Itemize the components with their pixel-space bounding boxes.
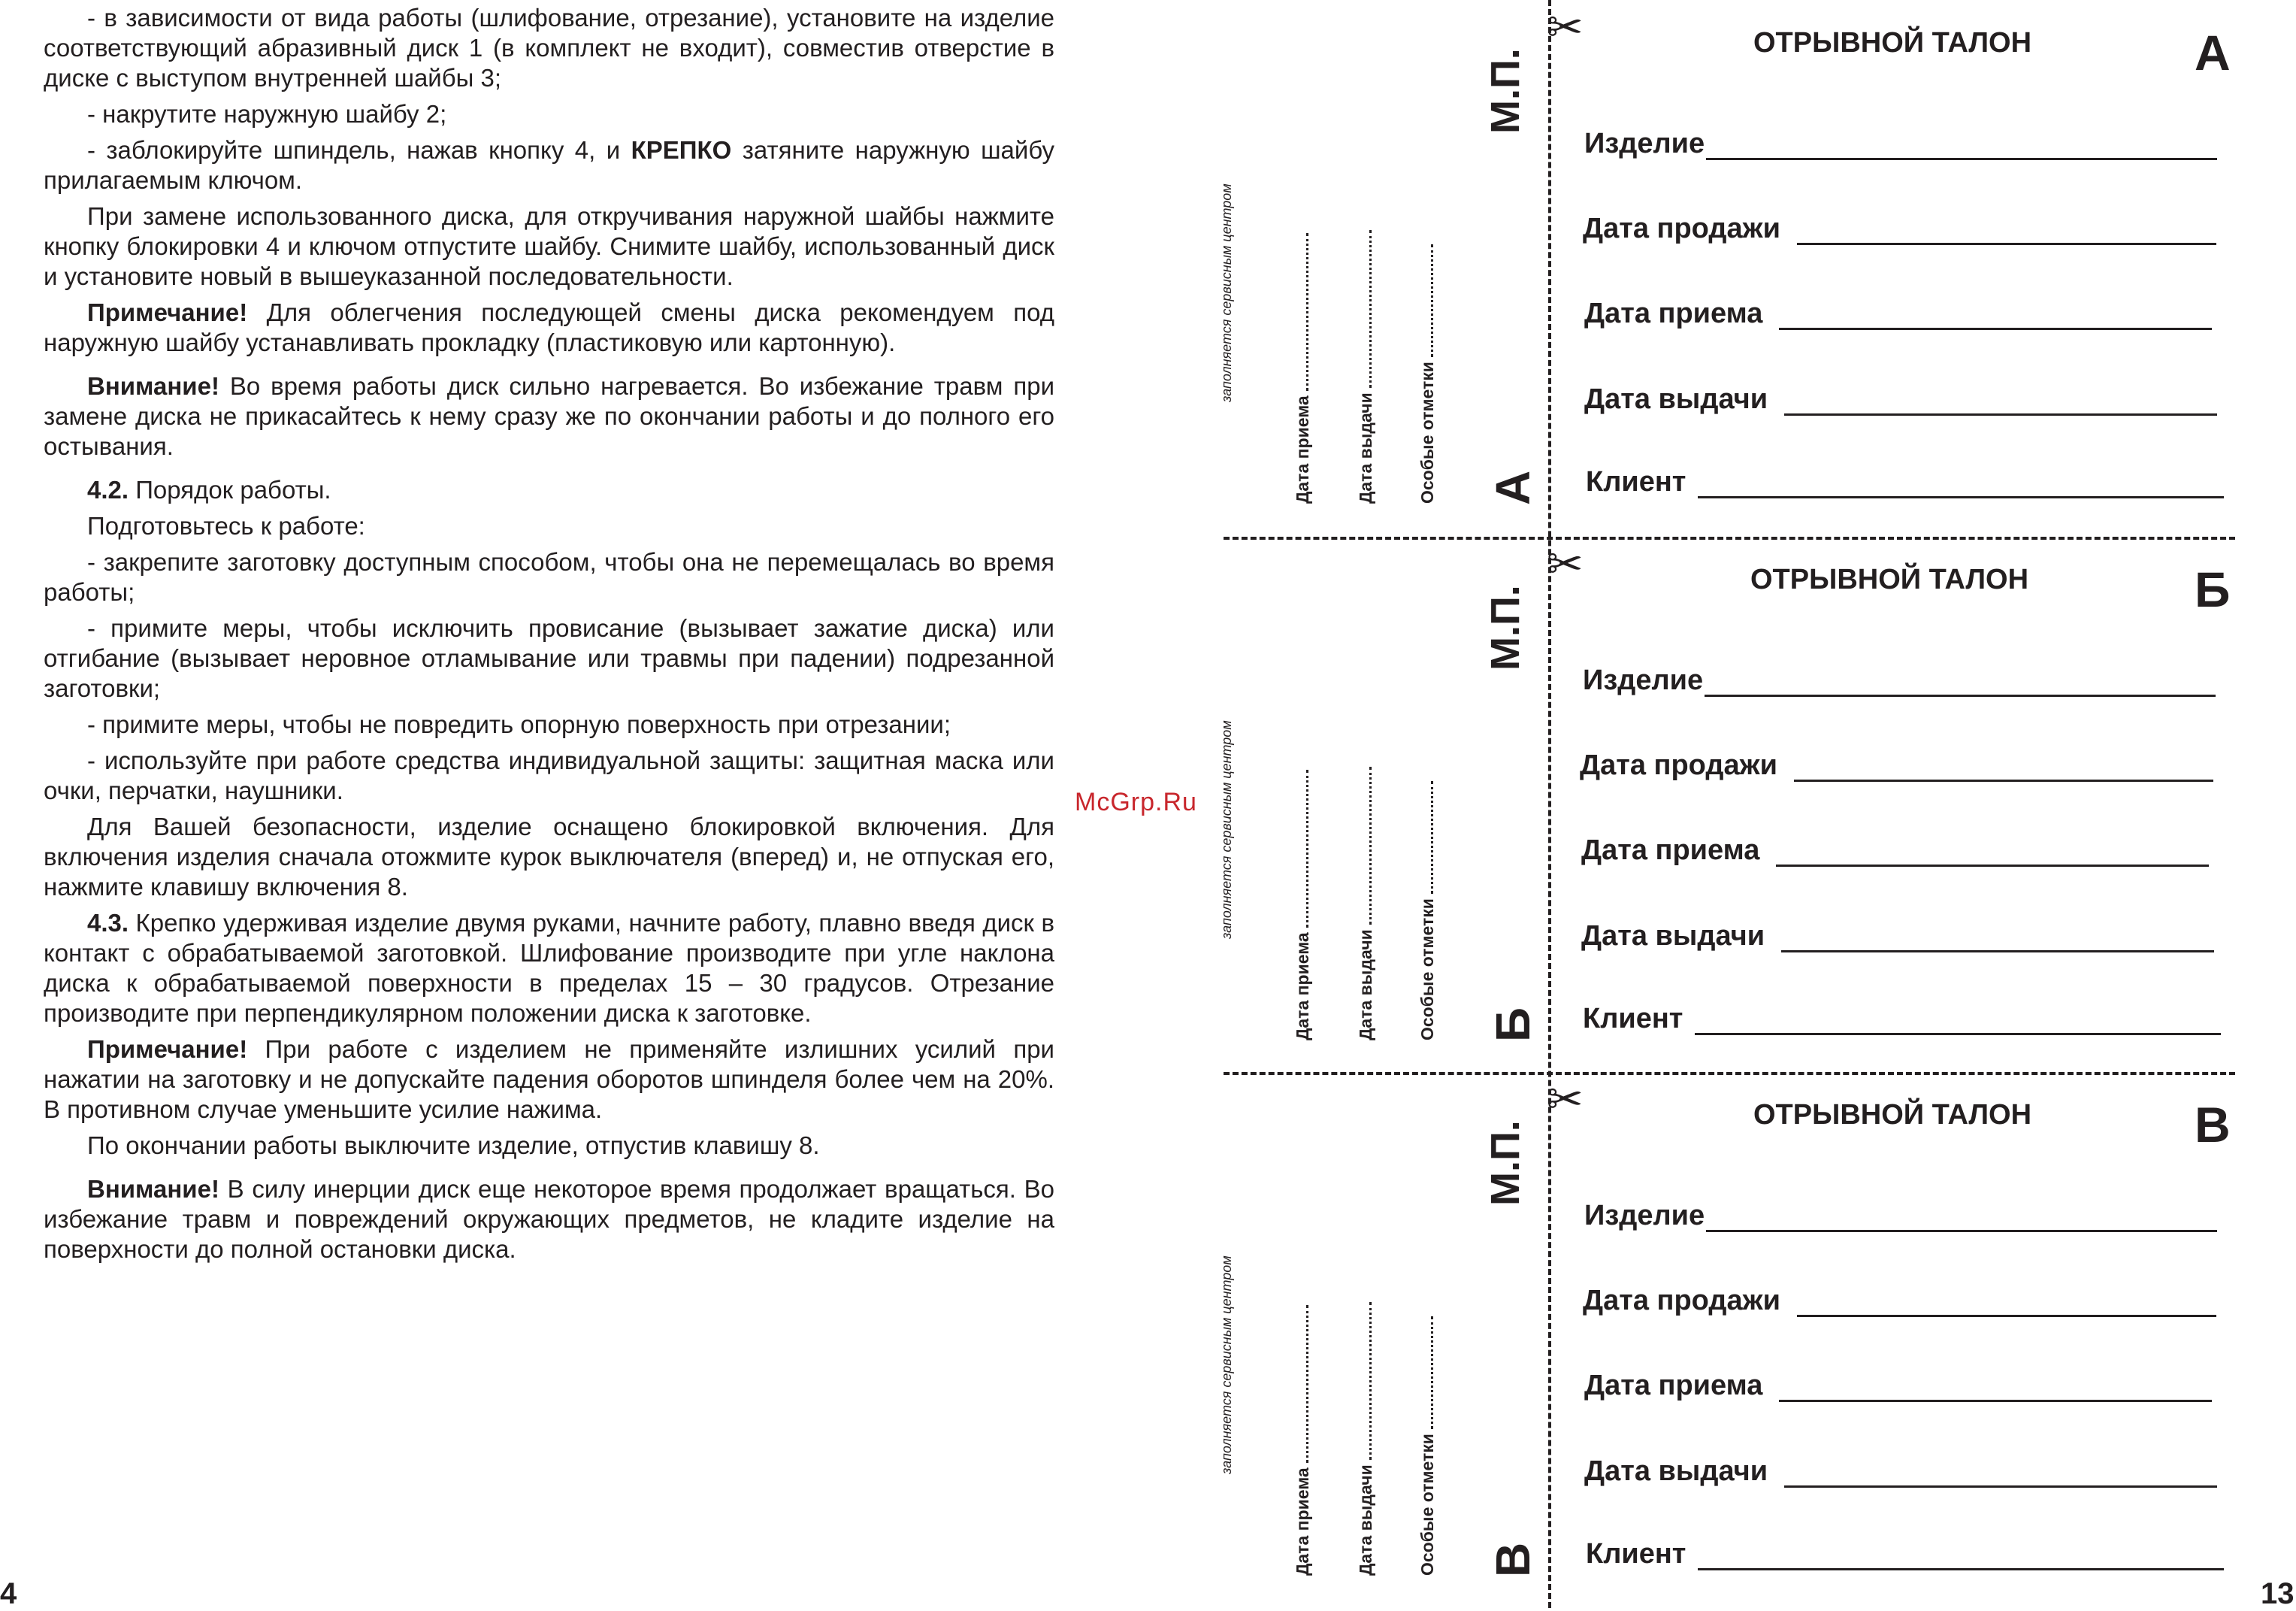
coupon-letter: В [2195,1097,2231,1152]
text-run: При работе с изделием не применяйте излишних усилий при нажатии на заготовку и не допускайте падения оборотов шпинделя более чем на 20%. В противном случае уменьшите усилие нажима. [44,1035,1054,1123]
stub-field-date-received: Дата приема [1291,233,1313,504]
stub-field-special-notes: Особые отметки [1416,244,1438,504]
stub-field-date-issued: Дата выдачи [1354,767,1376,1040]
scissors-icon: ✂ [1547,3,1584,52]
field-issue-date: Дата выдачи [1584,1455,2217,1488]
bold-run: 4.3. [87,909,129,937]
scissors-icon: ✂ [1547,1075,1584,1124]
coupon-c [0,1072,2296,1606]
stub-note: заполняется сервисным центром [1219,1255,1234,1474]
bold-run: Внимание! [87,372,219,400]
bold-run: КРЕПКО [631,136,732,164]
coupon-letter: А [2195,25,2231,80]
stub-letter: А [1486,470,1540,505]
field-product: Изделие [1584,1200,2217,1232]
coupon-title: ОТРЫВНОЙ ТАЛОН [1753,1099,2032,1131]
text-run: В силу инерции диск еще некоторое время продолжает вращаться. Во избежание травм и повреждений окружающих предметов, не кладите изделие на поверхности до полной остановки диска. [44,1175,1054,1263]
stub-letter: Б [1486,1007,1540,1042]
stub-letter: В [1486,1542,1540,1577]
stub-field-date-issued: Дата выдачи [1354,230,1376,504]
text-run: Для Вашей безопасности, изделие оснащено блокировкой включения. Для включения изделия сначала отожмите курок выключателя (вперед) и, не отпуская его, нажмите клавишу включения 8. [44,813,1054,901]
bold-run: 4.2. [87,476,129,504]
field-issue-date: Дата выдачи [1584,383,2217,416]
field-issue-date: Дата выдачи [1581,920,2214,952]
coupon-letter: Б [2195,562,2231,617]
text-run: - примите меры, чтобы не повредить опорную поверхность при отрезании; [87,710,951,738]
stub-field-special-notes: Особые отметки [1416,1316,1438,1576]
field-receive-date: Дата приема [1584,1370,2212,1402]
stub-note: заполняется сервисным центром [1219,720,1234,939]
text-run: - в зависимости от вида работы (шлифование, отрезание), установите на изделие соответствующий абразивный диск 1 (в комплект не входит), совместив отверстие в диске с выступом внутренней шайбы 3; [44,4,1054,92]
text-run: - накрутите наружную шайбу 2; [87,100,447,128]
text-run: По окончании работы выключите изделие, отпустив клавишу 8. [87,1131,820,1159]
text-run: - закрепите заготовку доступным способом, чтобы она не перемещалась во время работы; [44,548,1054,606]
bold-run: Примечание! [87,1035,248,1063]
watermark: McGrp.Ru [1075,788,1197,816]
text-run: Во время работы диск сильно нагревается. Во избежание травм при замене диска не прикасайтесь к нему сразу же по окончании работы и до полного его остывания. [44,372,1054,460]
text-run: затяните наружную шайбу прилагаемым ключом. [44,136,1055,194]
bold-run: Внимание! [87,1175,219,1203]
stub-field-special-notes: Особые отметки [1416,781,1438,1040]
field-product: Изделие [1583,665,2216,697]
field-sale-date: Дата продажи [1583,213,2216,245]
page-number-right: 13 [2261,1577,2294,1610]
field-client: Клиент [1586,1538,2224,1570]
text-run: Порядок работы. [129,476,331,504]
text-run: При замене использованного диска, для откручивания наружной шайбы нажмите кнопку блокировки 4 и ключом отпустите шайбу. Снимите шайбу, использованный диск и установите новый в вышеуказанной последовательности. [44,202,1054,290]
stamp-label: М.П. [1483,48,1528,134]
text-run: - используйте при работе средства индивидуальной защиты: защитная маска или очки, перчатки, наушники. [44,746,1054,804]
text-run: - примите меры, чтобы исключить провисание (вызывает зажатие диска) или отгибание (вызывает неровное отламывание или травмы при падении) подрезанной заготовки; [44,614,1054,702]
coupon-b [0,537,2296,1070]
page-number-left: 4 [0,1577,17,1610]
stamp-label: М.П. [1483,585,1528,671]
text-run: - заблокируйте шпиндель, нажав кнопку 4, и [87,136,631,164]
text-run: Подготовьтесь к работе: [87,512,365,540]
bold-run: Примечание! [87,298,248,326]
field-sale-date: Дата продажи [1580,749,2213,782]
stub-field-date-issued: Дата выдачи [1354,1302,1376,1576]
scissors-icon: ✂ [1547,540,1584,589]
coupon-title: ОТРЫВНОЙ ТАЛОН [1750,564,2029,595]
field-client: Клиент [1583,1003,2221,1035]
stub-field-date-received: Дата приема [1291,770,1313,1040]
text-run: Для облегчения последующей смены диска рекомендуем под наружную шайбу устанавливать прокладку (пластиковую или картонную). [44,298,1054,356]
coupon-title: ОТРЫВНОЙ ТАЛОН [1753,27,2032,59]
stamp-label: М.П. [1483,1120,1528,1206]
coupon-a [0,0,2296,534]
field-product: Изделие [1584,128,2217,160]
field-receive-date: Дата приема [1581,834,2209,867]
stub-field-date-received: Дата приема [1291,1305,1313,1576]
field-client: Клиент [1586,466,2224,498]
text-run: Крепко удерживая изделие двумя руками, начните работу, плавно введя диск в контакт с обрабатываемой заготовкой. Шлифование производите при угле наклона диска к обрабатываемой поверхности в пределах 15 – 30 градусов. Отрезание производите при перпендикулярном положении диска к заготовке. [44,909,1054,1027]
field-sale-date: Дата продажи [1583,1285,2216,1317]
stub-note: заполняется сервисным центром [1219,183,1234,402]
field-receive-date: Дата приема [1584,298,2212,330]
